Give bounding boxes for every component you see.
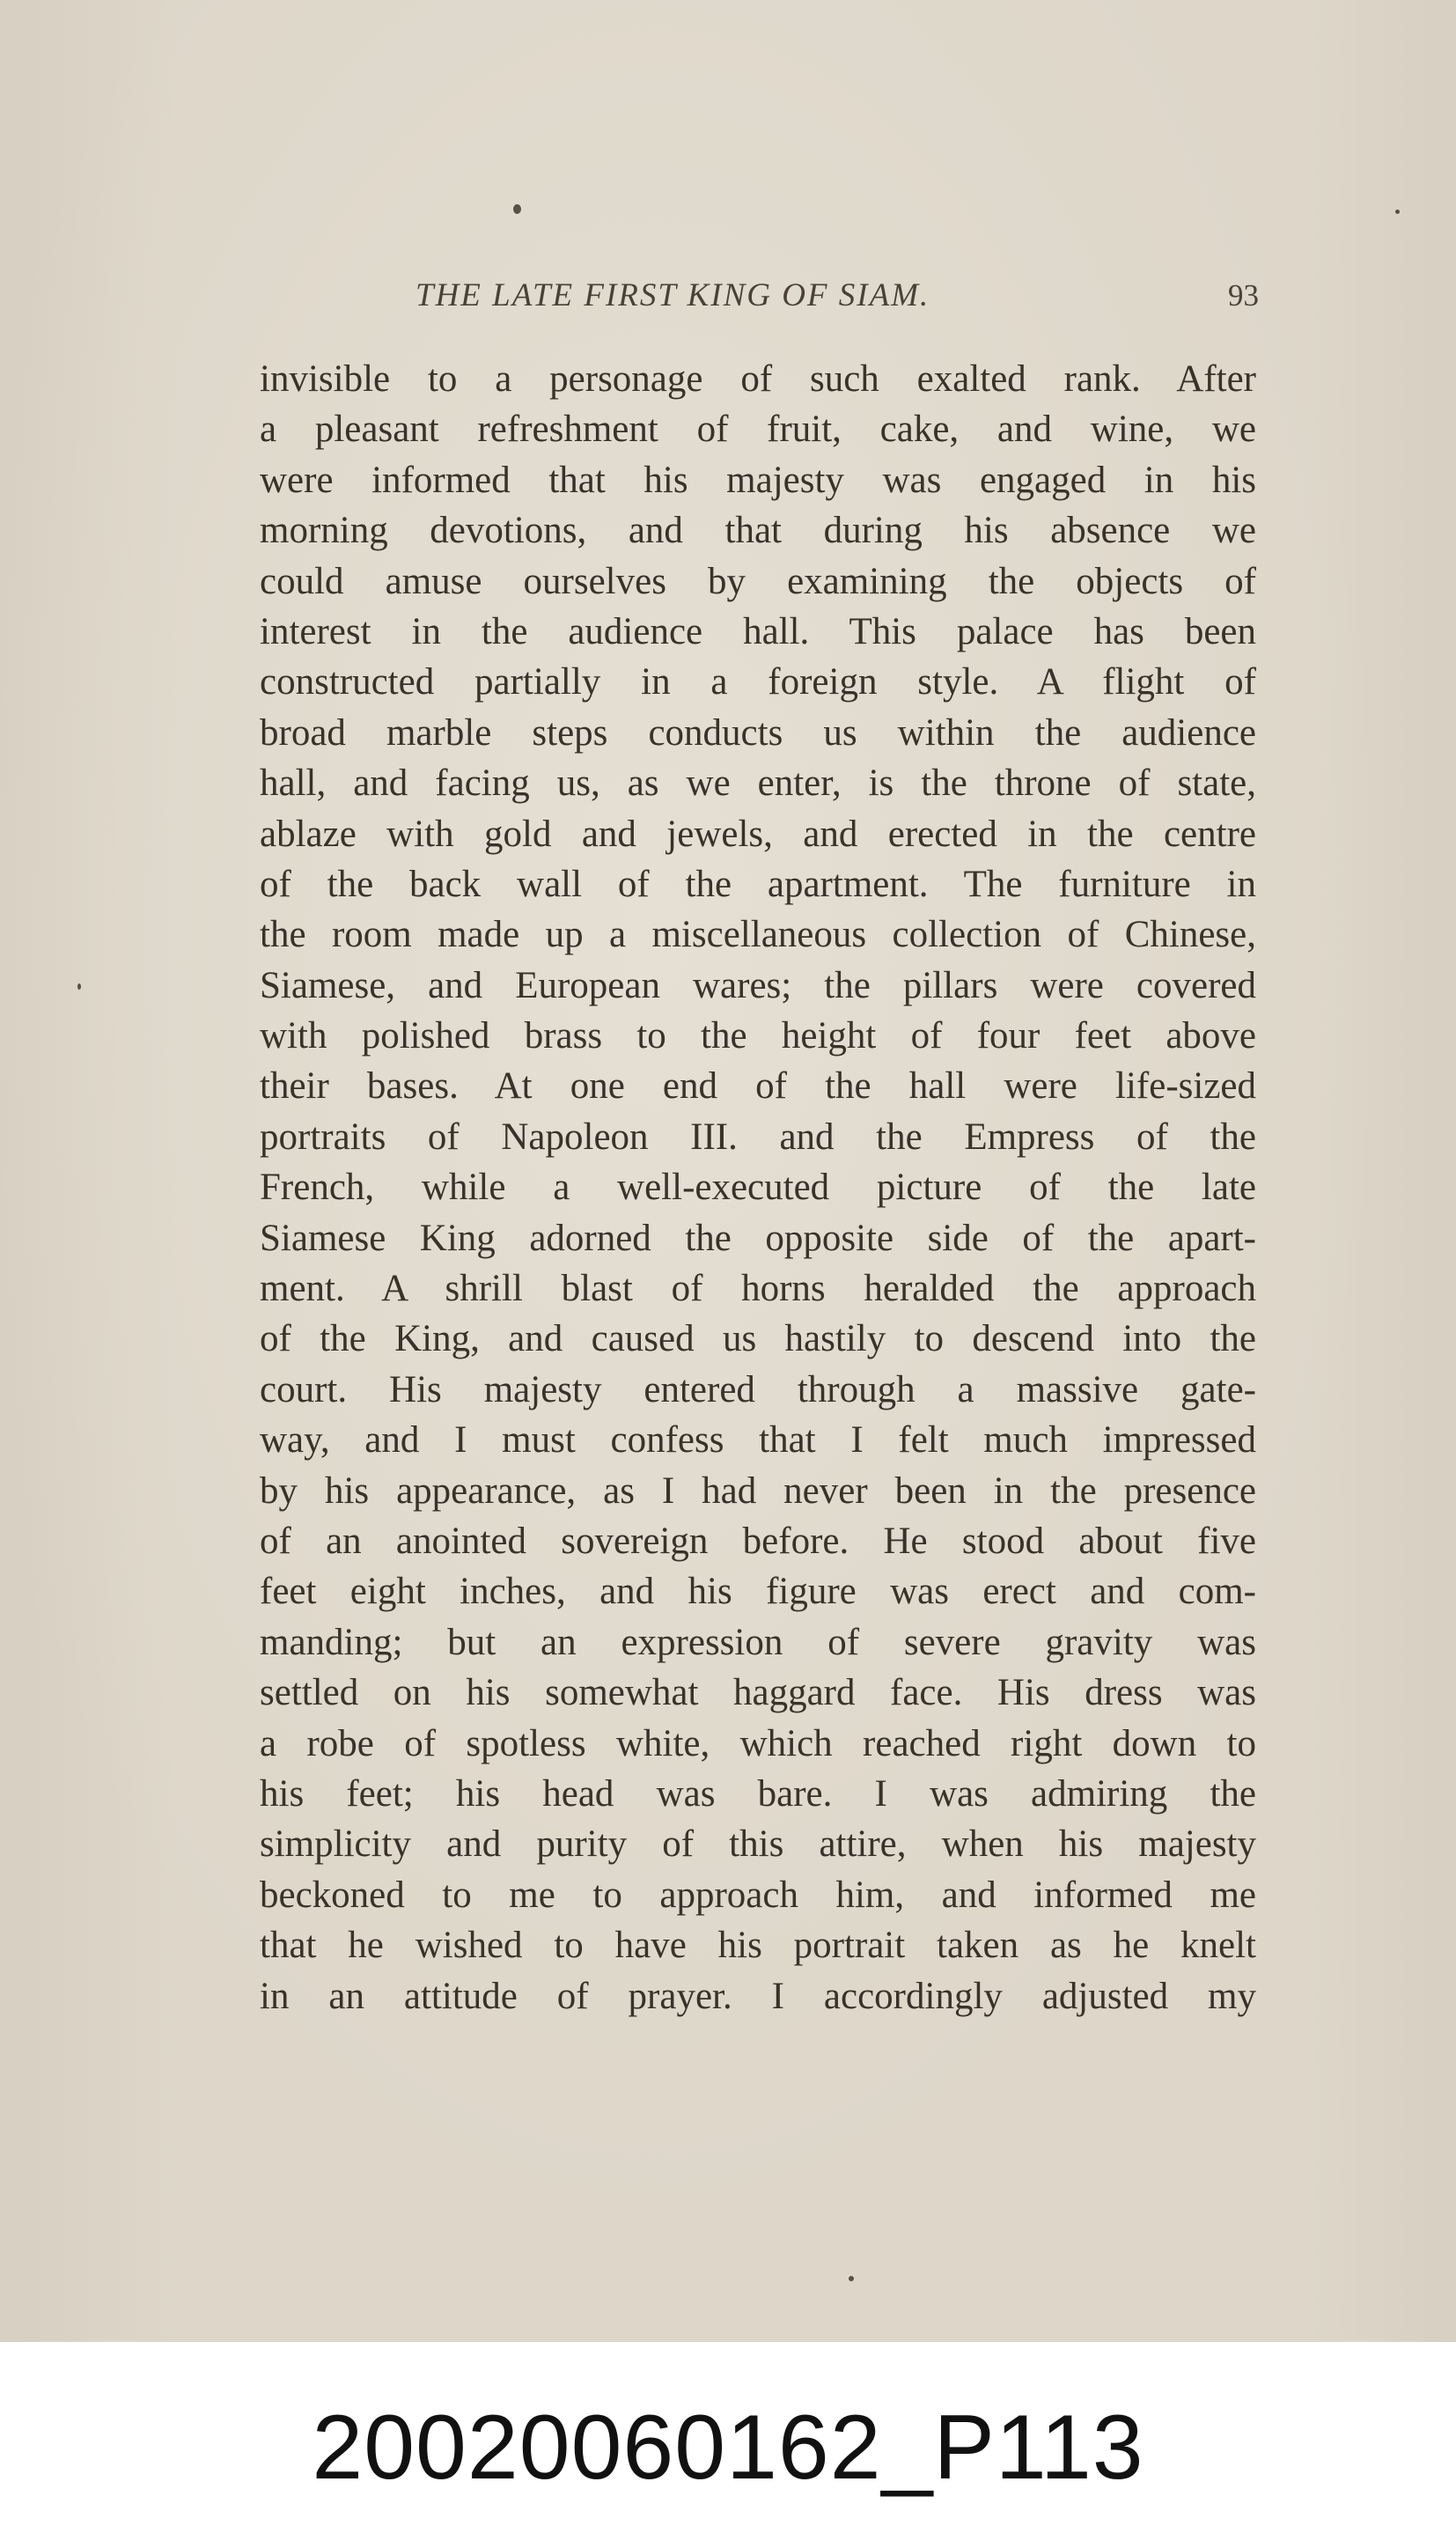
text-line: the room made up a miscellaneous collection of Chinese,: [260, 914, 1256, 956]
text-line: were informed that his majesty was engaged in his: [260, 459, 1256, 501]
text-line: broad marble steps conducts us within the audience: [260, 711, 1256, 754]
text-line: Siamese, and European wares; the pillars were covered: [260, 964, 1256, 1006]
text-line: interest in the audience hall. This palace has been: [260, 610, 1256, 652]
text-line: ment. A shrill blast of horns heralded the approach: [260, 1268, 1256, 1310]
text-line: of the King, and caused us hastily to descend into the: [260, 1318, 1256, 1360]
text-line: hall, and facing us, as we enter, is the throne of state,: [260, 762, 1256, 805]
ink-speck: [1395, 210, 1400, 214]
page-number: 93: [1228, 278, 1259, 313]
text-line: his feet; his head was bare. I was admiring the: [260, 1772, 1256, 1815]
text-line: morning devotions, and that during his absence we: [260, 510, 1256, 552]
text-line: by his appearance, as I had never been in the presence: [260, 1469, 1256, 1512]
text-line: a pleasant refreshment of fruit, cake, and wine, we: [260, 409, 1256, 451]
text-line: that he wished to have his portrait taken as he knelt: [260, 1925, 1256, 1967]
ink-speck: [849, 2276, 854, 2281]
text-line: could amuse ourselves by examining the objects of: [260, 560, 1256, 602]
text-line: of the back wall of the apartment. The furniture in: [260, 863, 1256, 905]
running-head: [264, 276, 1259, 319]
running-head-title: THE LATE FIRST KING OF SIAM.: [415, 277, 930, 313]
text-line: French, while a well-executed picture of the late: [260, 1167, 1256, 1209]
text-line: a robe of spotless white, which reached right down to: [260, 1722, 1256, 1764]
text-line: their bases. At one end of the hall were life-sized: [260, 1065, 1256, 1108]
text-line: constructed partially in a foreign style. A flight of: [260, 661, 1256, 703]
text-line: beckoned to me to approach him, and informed me: [260, 1874, 1256, 1916]
text-line: Siamese King adorned the opposite side of the apart-: [260, 1217, 1256, 1259]
text-line: of an anointed sovereign before. He stood about five: [260, 1520, 1256, 1562]
text-line: court. His majesty entered through a massive gate-: [260, 1368, 1256, 1410]
text-line: ablaze with gold and jewels, and erected in the centre: [260, 813, 1256, 855]
ink-speck: [513, 204, 521, 214]
text-line: with polished brass to the height of four feet above: [260, 1015, 1256, 1057]
text-line: way, and I must confess that I felt much impressed: [260, 1419, 1256, 1462]
text-line: in an attitude of prayer. I accordingly adjusted my: [260, 1975, 1256, 2017]
text-line: manding; but an expression of severe gravity was: [260, 1621, 1256, 1663]
text-line: portraits of Napoleon III. and the Empress of the: [260, 1116, 1256, 1158]
text-line: simplicity and purity of this attire, when his majesty: [260, 1823, 1256, 1866]
caption-strip: [0, 2342, 1456, 2548]
text-line: invisible to a personage of such exalted rank. After: [260, 358, 1256, 400]
text-line: feet eight inches, and his figure was erect and com-: [260, 1571, 1256, 1613]
image-identifier: 20020060162_P113: [312, 2397, 1144, 2499]
body-text: [260, 354, 1256, 2021]
ink-speck: [77, 983, 81, 990]
text-line: settled on his somewhat haggard face. His dress was: [260, 1672, 1256, 1714]
